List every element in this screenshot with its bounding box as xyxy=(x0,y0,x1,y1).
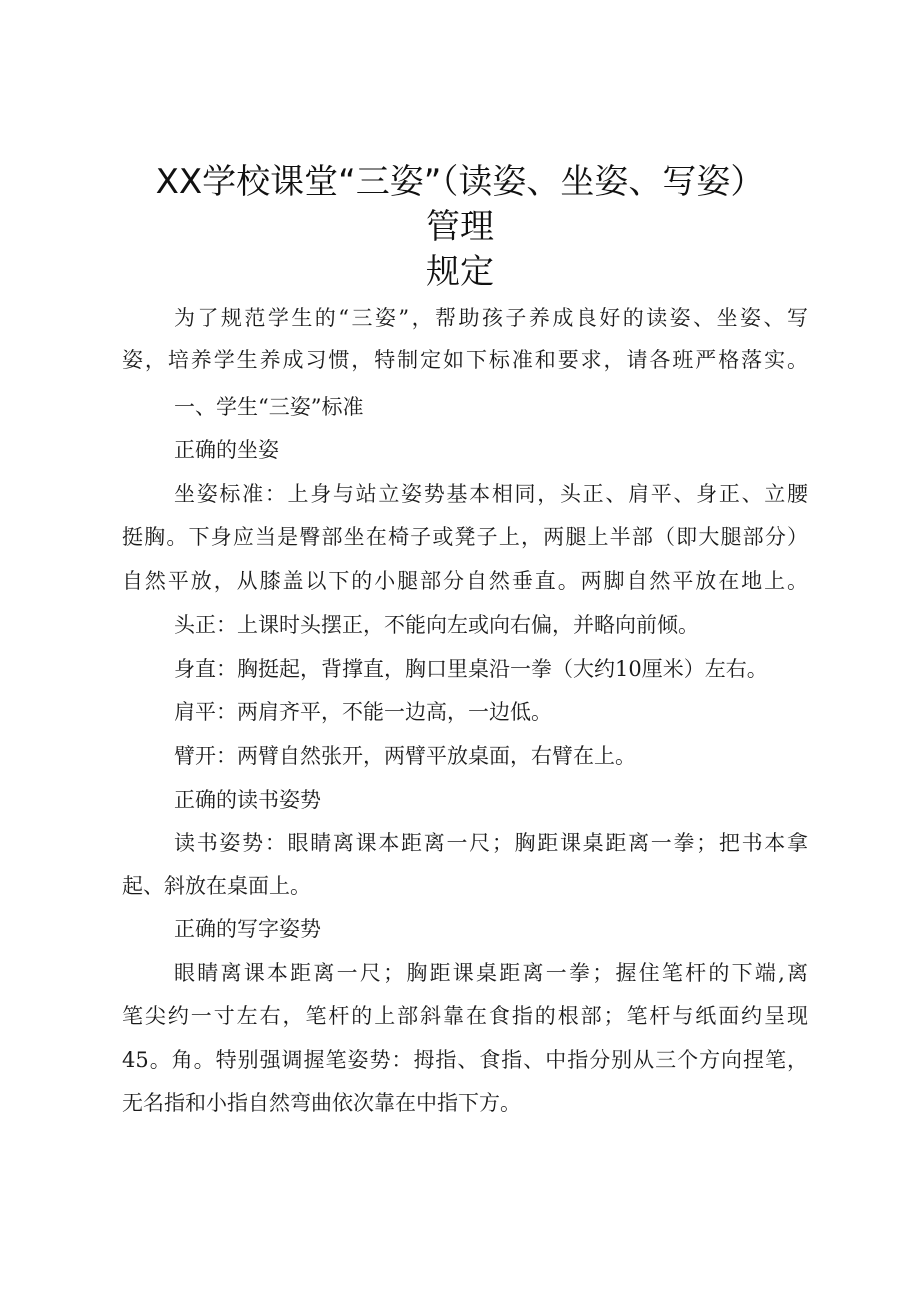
arms-open-rule: 臂开：两臂自然张开，两臂平放桌面，右臂在上。 xyxy=(174,744,636,768)
body-straight-rule: 身直：胸挺起，背撑直，胸口里桌沿一拳（大约10厘米）左右。 xyxy=(174,657,768,681)
shoulders-level-rule: 肩平：两肩齐平，不能一边高，一边低。 xyxy=(174,700,552,724)
section-heading-standards: 一、学生“三姿”标准 xyxy=(174,395,364,419)
writing-posture-line-2: 笔尖约一寸左右，笔杆的上部斜靠在食指的根部；笔杆与纸面约呈现 xyxy=(122,1004,808,1028)
head-upright-rule: 头正：上课时头摆正，不能向左或向右偏，并略向前倾。 xyxy=(174,613,699,637)
writing-posture-line-4: 无名指和小指自然弯曲依次靠在中指下方。 xyxy=(122,1091,521,1115)
writing-posture-line-3: 45。角。特别强调握笔姿势：拇指、食指、中指分别从三个方向捏笔， xyxy=(122,1048,808,1072)
document-title-line-3: 规定 xyxy=(426,252,494,292)
intro-paragraph-line-2: 姿，培养学生养成习惯，特制定如下标准和要求，请各班严格落实。 xyxy=(122,348,808,372)
sitting-standard-line-2: 挺胸。下身应当是臀部坐在椅子或凳子上，两腿上半部（即大腿部分） xyxy=(122,525,808,549)
reading-posture-line-2: 起、斜放在桌面上。 xyxy=(122,874,311,898)
reading-posture-line-1: 读书姿势：眼睛离课本距离一尺；胸距课桌距离一拳；把书本拿 xyxy=(174,831,808,855)
writing-posture-line-1: 眼睛离课本距离一尺；胸距课桌距离一拳；握住笔杆的下端,离 xyxy=(174,961,808,985)
subheading-writing: 正确的写字姿势 xyxy=(174,917,321,941)
sitting-standard-line-3: 自然平放，从膝盖以下的小腿部分自然垂直。两脚自然平放在地上。 xyxy=(122,569,808,593)
subheading-reading: 正确的读书姿势 xyxy=(174,788,321,812)
document-title-line-2: 管理 xyxy=(426,207,494,247)
intro-paragraph-line-1: 为了规范学生的“三姿”，帮助孩子养成良好的读姿、坐姿、写 xyxy=(174,306,808,330)
document-title-line-1: XX学校课堂“三姿”（读姿、坐姿、写姿） xyxy=(155,162,765,202)
subheading-sitting: 正确的坐姿 xyxy=(174,438,279,462)
sitting-standard-line-1: 坐姿标准：上身与站立姿势基本相同，头正、肩平、身正、立腰 xyxy=(174,482,808,506)
